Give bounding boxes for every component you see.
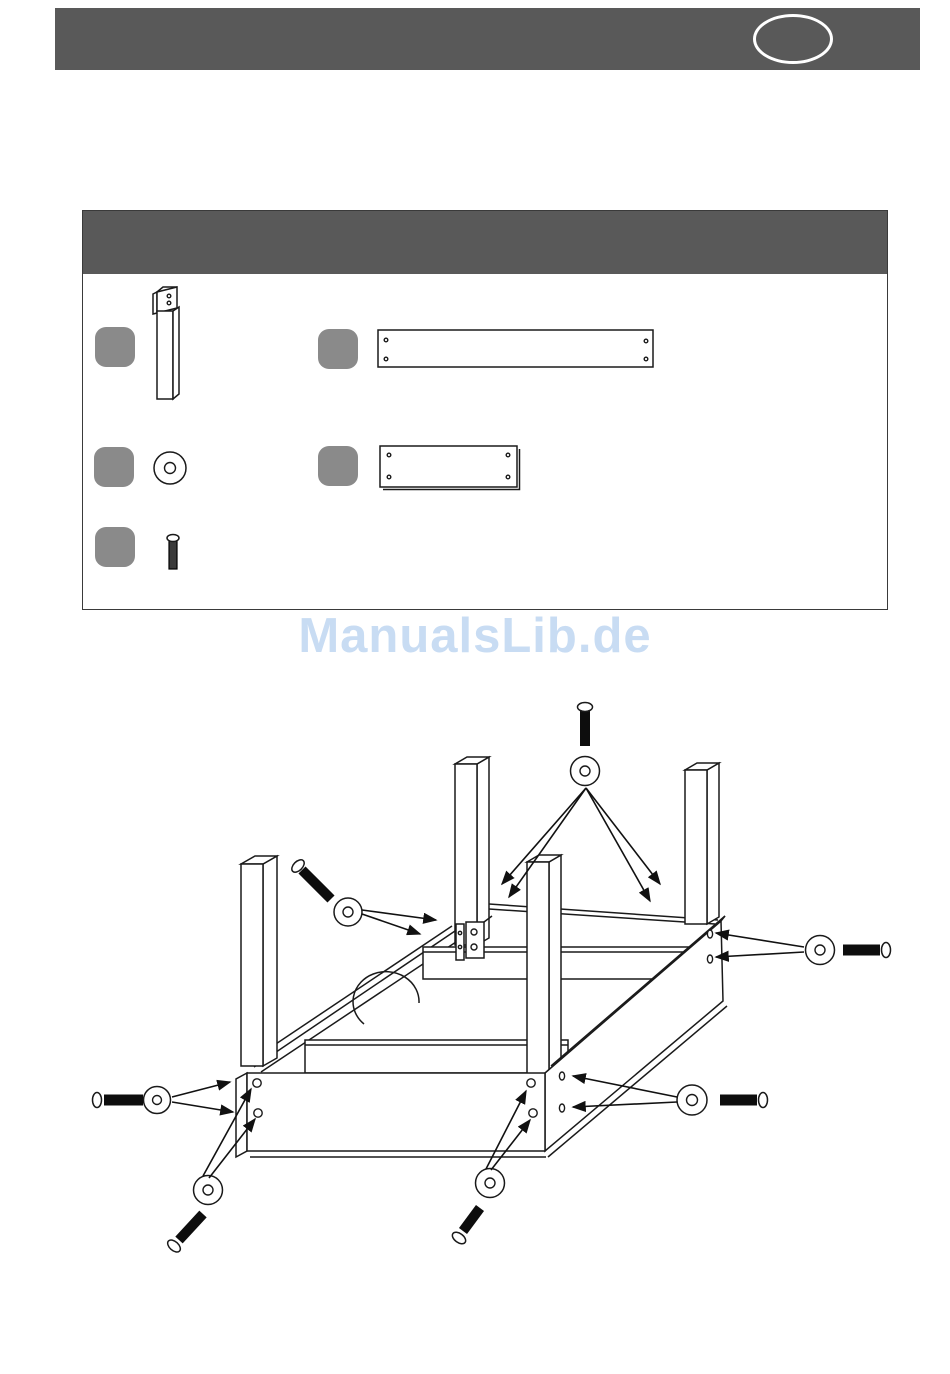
bolt-bottom-lower-left <box>165 1214 203 1254</box>
short-end-panel-icon <box>380 446 520 490</box>
washer-bottom-center <box>476 1169 505 1198</box>
bolt-icon <box>167 535 179 570</box>
leg-left <box>241 856 277 1066</box>
washer-icon <box>154 452 186 484</box>
washer-bottom-lower-left <box>194 1176 223 1205</box>
washer-left-upper <box>334 898 362 926</box>
bolt-bottom-center <box>450 1208 480 1246</box>
assembly-diagram <box>93 703 891 1255</box>
leg-center-back <box>455 757 489 945</box>
bolt-right-middle <box>843 943 891 958</box>
bolt-bottom-left <box>93 1093 144 1108</box>
inner-curve-detail <box>353 972 419 1024</box>
far-apron-edge <box>489 904 718 924</box>
washer-bottom-left <box>144 1087 171 1114</box>
washer-right-middle <box>806 936 835 965</box>
leg-right <box>685 763 719 924</box>
washer-top <box>571 757 600 786</box>
bolt-left-upper <box>290 858 331 899</box>
table-leg-icon <box>153 287 179 399</box>
bolt-bottom-right <box>720 1093 768 1108</box>
washer-bottom-right <box>677 1085 707 1115</box>
watermark: ManualsLib.de <box>298 609 652 663</box>
long-side-panel-icon <box>378 330 653 367</box>
leg-center-front <box>527 855 561 1078</box>
bolt-top <box>578 703 593 747</box>
